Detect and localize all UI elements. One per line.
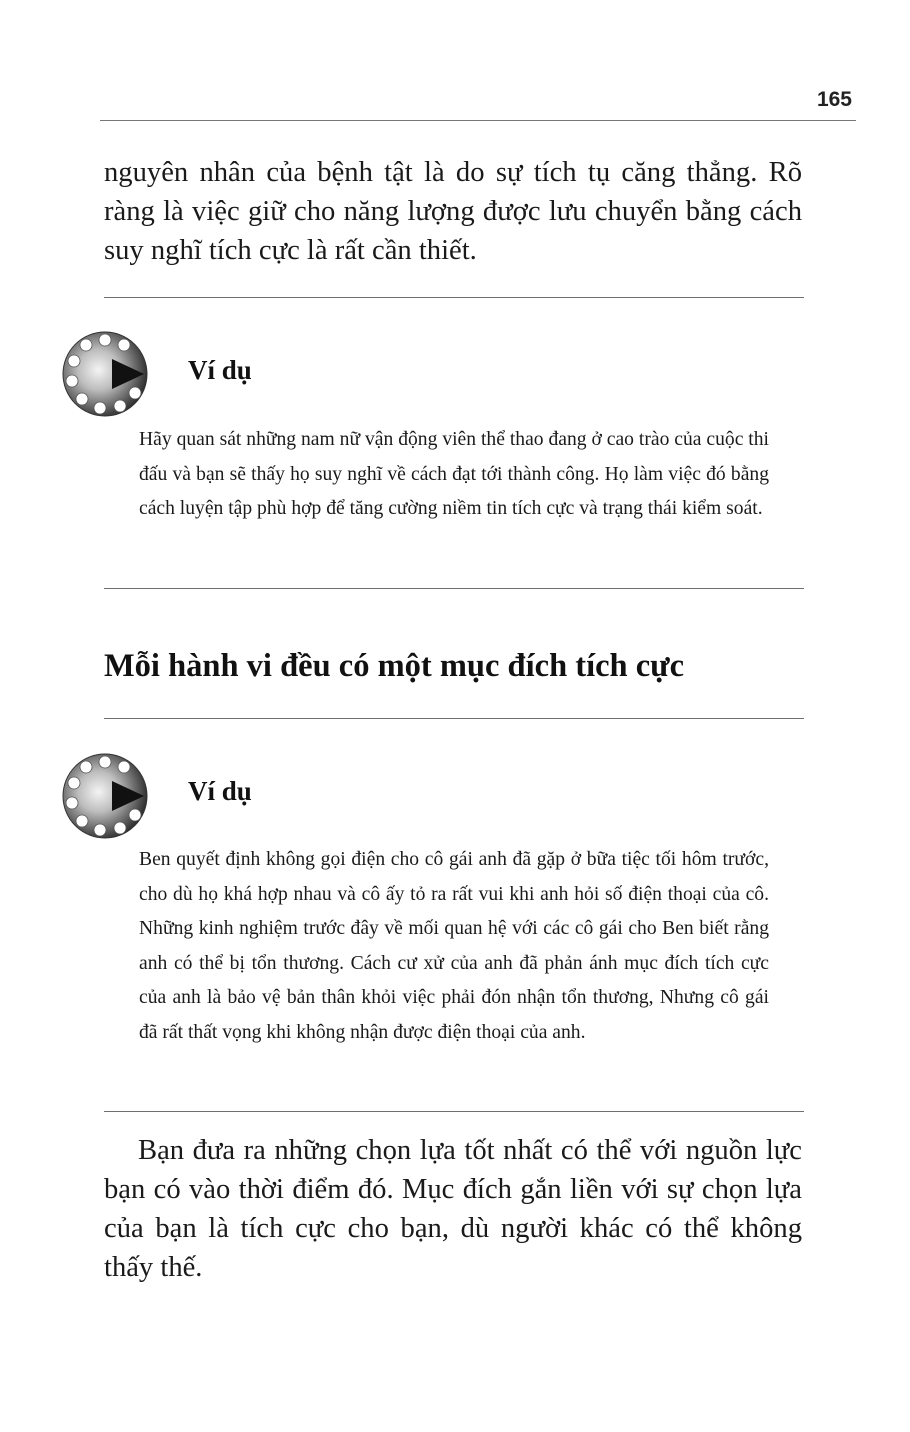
section-heading: Mỗi hành vi đều có một mục đích tích cực xyxy=(104,648,685,684)
divider xyxy=(104,297,804,298)
example-text: Ben quyết định không gọi điện cho cô gái anh đã gặp ở bữa tiệc tối hôm trước, cho dù họ khá hợp nhau và cô ấy tỏ ra rất vui khi anh hỏi số điện thoại của cô. Những kinh nghiệm trước đây về mối quan hệ với các cô gái cho Ben biết rằng anh có thể bị tổn thương. Cách cư xử của anh đã phản ánh mục đích tích cực của anh là bảo vệ bản thân khỏi việc phải đón nhận tổn thương, Nhưng cô gái đã rất thất vọng khi không nhận được điện thoại của anh. xyxy=(139,849,769,1043)
divider xyxy=(104,718,804,719)
divider xyxy=(104,588,804,589)
intro-paragraph: nguyên nhân của bệnh tật là do sự tích tụ căng thẳng. Rõ ràng là việc giữ cho năng lượng được lưu chuyển bằng cách suy nghĩ tích cực là rất cần thiết. xyxy=(104,157,802,266)
closing-paragraph: Bạn đưa ra những chọn lựa tốt nhất có thể với nguồn lực bạn có vào thời điểm đó. Mục đích gắn liền với sự chọn lựa của bạn là tích cực cho bạn, dù người khác có thể không thấy thế. xyxy=(104,1135,802,1283)
example-label: Ví dụ xyxy=(188,355,252,385)
play-button-icon xyxy=(62,331,148,417)
example-label: Ví dụ xyxy=(188,776,252,806)
header-rule xyxy=(100,120,856,121)
page-number: 165 xyxy=(816,88,852,111)
divider xyxy=(104,1111,804,1112)
play-button-icon xyxy=(62,753,148,839)
example-text: Hãy quan sát những nam nữ vận động viên thể thao đang ở cao trào của cuộc thi đấu và bạn sẽ thấy họ suy nghĩ về cách đạt tới thành công. Họ làm việc đó bằng cách luyện tập phù hợp để tăng cường niềm tin tích cực và trạng thái kiểm soát. xyxy=(139,429,769,519)
